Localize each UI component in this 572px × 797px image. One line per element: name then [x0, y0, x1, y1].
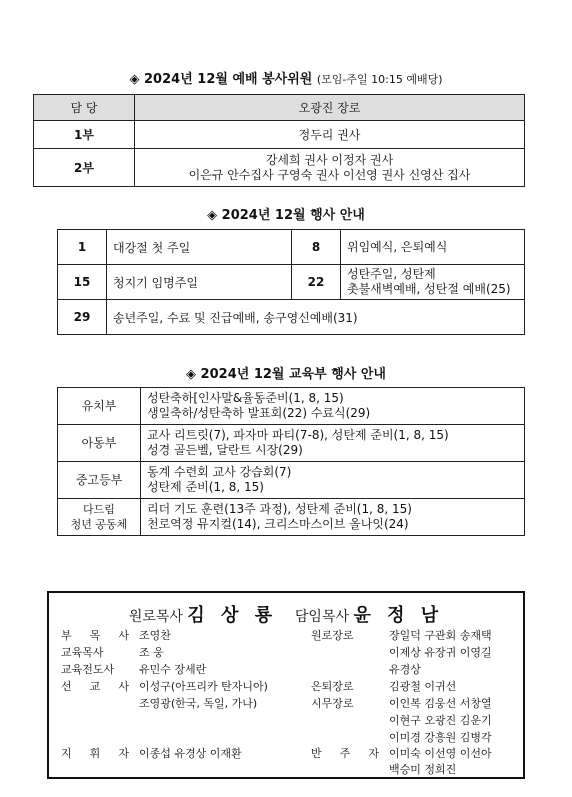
edu-line: 생일축하/성탄축하 발표회(22) 수료식(29) — [147, 406, 371, 420]
header-label: 담 당 — [34, 95, 135, 121]
staff-row: 교육전도사 유민수 장세란 — [61, 663, 207, 676]
event-text: 청지기 임명주일 — [107, 265, 292, 300]
staff-line: 유경상 — [389, 663, 421, 676]
service-value-line1: 강세희 권사 이정자 권사 — [265, 152, 394, 167]
edu-line: 교사 리트릿(7), 파자마 파티(7-8), 성탄제 준비(1, 8, 15) — [147, 428, 449, 442]
event-date: 8 — [292, 230, 341, 265]
service-section-title — [0, 68, 572, 87]
table-row — [58, 300, 525, 335]
table-row — [58, 230, 525, 265]
staff-row: 선 교 사 이성구(아프리카 탄자니아) — [61, 680, 268, 693]
edu-line: 천로역정 뮤지컬(14), 크리스마스이브 올나잇(24) — [147, 517, 409, 531]
service-value: 정두리 권사 — [135, 121, 525, 149]
staff-row: 교육목사 조 웅 — [61, 646, 164, 659]
dept-name: 다드림 청년 공동체 — [58, 499, 141, 536]
service-label: 2부 — [34, 149, 135, 187]
table-row — [58, 462, 525, 499]
dept-name: 중고등부 — [58, 462, 141, 499]
event-text: 송년주일, 수료 및 진급예배, 송구영신예배(31) — [107, 300, 525, 335]
staff-line: 백승미 정희진 — [389, 763, 457, 776]
service-table — [33, 94, 525, 187]
staff-row: 부 목 사 조영찬 — [61, 629, 171, 642]
event-date: 22 — [292, 265, 341, 300]
table-row — [58, 388, 525, 425]
staff-row: 은퇴장로 김광철 이귀선 — [311, 680, 457, 693]
senior-emeritus-name: 김 상 룡 — [187, 605, 278, 626]
staff-row: 시무장로 이인복 김웅선 서창열 — [311, 697, 492, 710]
table-row — [58, 425, 525, 462]
service-title: ◈ 2024년 12월 예배 봉사위원 — [129, 72, 313, 87]
table-row — [34, 121, 525, 149]
service-subtitle: (모임-주일 10:15 예배당) — [316, 73, 443, 86]
event-date: 1 — [58, 230, 107, 265]
senior-emeritus-label: 원로목사 — [128, 609, 183, 625]
dept-name: 아동부 — [58, 425, 141, 462]
service-label: 1부 — [34, 121, 135, 149]
staff-line: 이미경 강흥원 김병각 — [389, 731, 492, 744]
staff-box — [47, 591, 525, 779]
service-header-row — [34, 95, 525, 121]
event-text — [341, 265, 525, 300]
service-value-line2: 이은규 안수집사 구영숙 권사 이선영 권사 신영산 집사 — [188, 167, 471, 182]
event-text-line2: 촛불새벽예배, 성탄절 예배(25) — [347, 282, 511, 296]
staff-row: 원로장로 장일덕 구관회 송재택 — [311, 629, 492, 642]
staff-row: 반 주 자 이미숙 이선영 이선아 — [311, 747, 492, 760]
edu-table — [57, 387, 525, 536]
pastors-heading — [49, 601, 523, 627]
event-date: 15 — [58, 265, 107, 300]
edu-line: 성경 골든벨, 달란트 시장(29) — [147, 443, 303, 457]
senior-pastor-name: 윤 정 남 — [353, 605, 444, 626]
event-date: 29 — [58, 300, 107, 335]
edu-line: 동계 수련회 교사 강습회(7) — [147, 465, 292, 479]
edu-line: 성탄제 준비(1, 8, 15) — [147, 480, 264, 494]
events-title: ◈ 2024년 12월 행사 안내 — [207, 208, 365, 223]
event-text-line1: 성탄주일, 성탄제 — [347, 267, 436, 281]
edu-line: 리더 기도 훈련(13주 과정), 성탄제 준비(1, 8, 15) — [147, 502, 412, 516]
edu-line: 성탄축하[인사말&율동준비(1, 8, 15) — [147, 391, 344, 405]
event-text: 위임예식, 은퇴예식 — [341, 230, 525, 265]
table-row — [58, 499, 525, 536]
table-row — [58, 265, 525, 300]
dept-name: 유치부 — [58, 388, 141, 425]
staff-line: 이현구 오광진 김운기 — [389, 714, 492, 727]
event-text: 대강절 첫 주일 — [107, 230, 292, 265]
table-row — [34, 149, 525, 187]
edu-title: ◈ 2024년 12월 교육부 행사 안내 — [186, 367, 386, 382]
staff-row: 지 휘 자 이종섭 유경상 이재환 — [61, 747, 242, 760]
header-value: 오광진 장로 — [135, 95, 525, 121]
staff-row: 조영광(한국, 독일, 가나) — [139, 697, 258, 710]
senior-pastor-label: 담임목사 — [294, 609, 350, 625]
events-table — [57, 229, 525, 335]
staff-line: 이제상 유장귀 이영길 — [389, 646, 492, 659]
